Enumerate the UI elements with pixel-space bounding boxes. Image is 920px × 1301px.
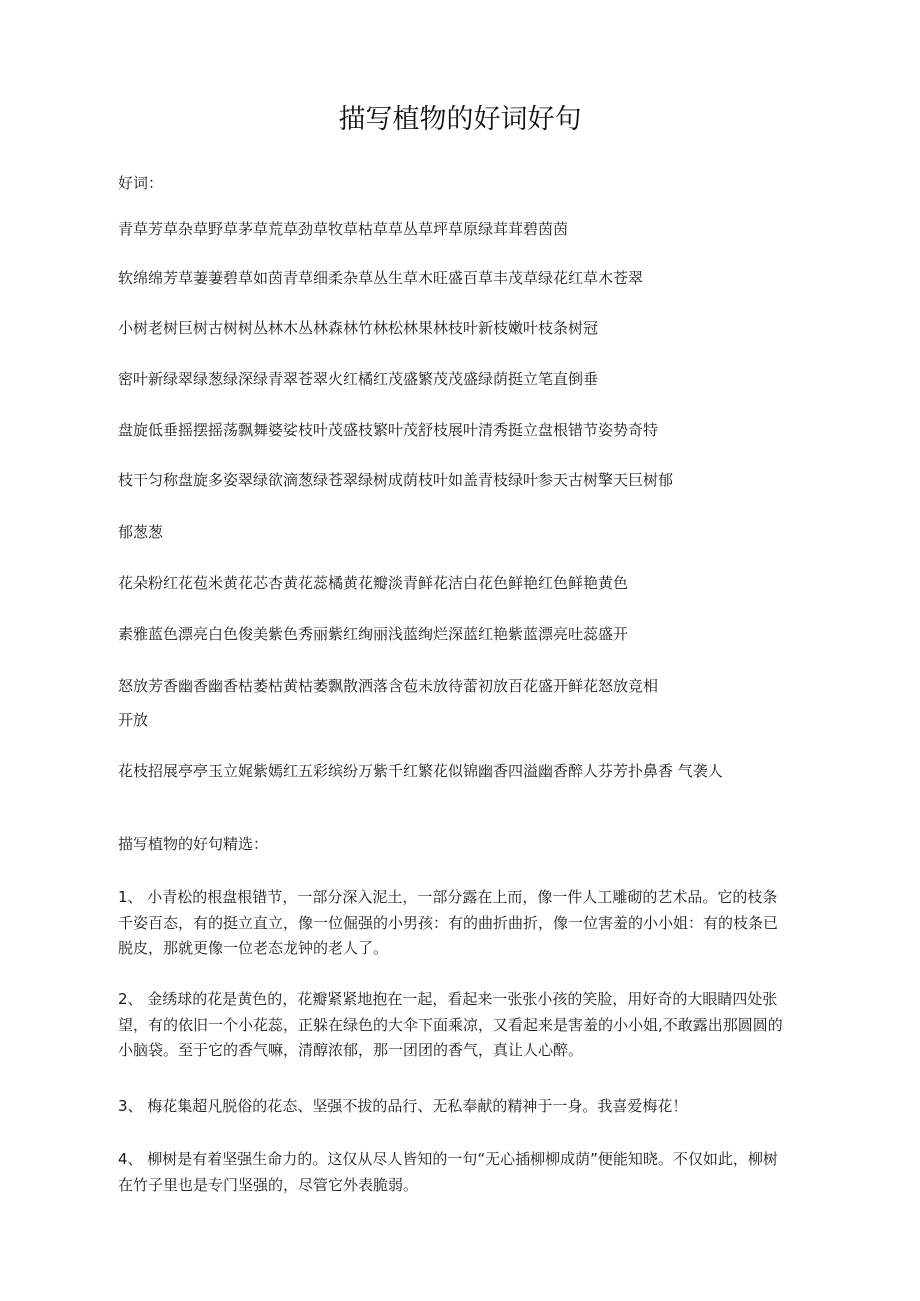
sentence-paragraph: 4、 柳树是有着坚强生命力的。这仅从尽人皆知的一句“无心插柳柳成荫”便能知晓。不仅如此，柳树在竹子里也是专门坚强的，尽管它外表脆弱。 — [118, 1150, 778, 1194]
word-line: 枝干匀称盘旋多姿翠绿欲滴葱绿苍翠绿树成荫枝叶如盖青枝绿叶参天古树擎天巨树郁 — [118, 471, 674, 489]
word-line: 密叶新绿翠绿葱绿深绿青翠苍翠火红橘红茂盛繁茂茂盛绿荫挺立笔直倒垂 — [118, 370, 599, 388]
word-line: 小树老树巨树古树树丛林木丛林森林竹林松林果林枝叶新枝嫩叶枝条树冠 — [118, 319, 599, 337]
word-line: 软绵绵芳草萋萋碧草如茵青草细柔杂草丛生草木旺盛百草丰茂草绿花红草木苍翠 — [118, 269, 644, 287]
word-line: 怒放芳香幽香幽香枯萎枯黄枯萎飘散洒落含苞未放待蕾初放百花盛开鲜花怒放竞相 — [118, 677, 659, 695]
sentences-heading: 描写植物的好句精选： — [118, 835, 269, 853]
sentence-paragraph: 1、 小青松的根盘根错节，一部分深入泥土，一部分露在上而，像一件人工雕砌的艺术品。它的枝条千姿百态，有的挺立直立，像一位倔强的小男孩：有的曲折曲折，像一位害羞的小小姐：有的枝条已脱皮，那就更像一位老态龙钟的老人了。 — [118, 888, 779, 957]
word-line: 花朵粉红花苞米黄花芯杏黄花蕊橘黄花瓣淡青鲜花洁白花色鲜艳红色鲜艳黄色 — [118, 574, 629, 592]
sentence-paragraph: 2、 金绣球的花是黄色的，花瓣紧紧地抱在一起，看起来一张张小孩的笑脸，用好奇的大眼睛四处张望，有的依旧一个小花蕊，正躲在绿色的大伞下面乘凉，又看起来是害羞的小小姐,不敢露出那圆圆的小脑袋。至于它的香气嘛，清醇浓郁，那一团团的香气，真让人心醉。 — [118, 990, 783, 1059]
word-line: 盘旋低垂摇摆摇荡飘舞婆娑枝叶茂盛枝繁叶茂舒枝展叶清秀挺立盘根错节姿势奇特 — [118, 421, 659, 439]
word-line: 青草芳草杂草野草茅草荒草劲草牧草枯草草丛草坪草原绿茸茸碧茵茵 — [118, 220, 569, 238]
word-line: 郁葱葱 — [118, 523, 164, 541]
word-line: 素雅蓝色漂亮白色俊美紫色秀丽紫红绚丽浅蓝绚烂深蓝红艳紫蓝漂亮吐蕊盛开 — [118, 625, 629, 643]
word-line: 花枝招展亭亭玉立娓紫嫣红五彩缤纷万紫千红繁花似锦幽香四溢幽香醉人芬芳扑鼻香 气袭人 — [118, 762, 723, 780]
word-line: 开放 — [118, 711, 149, 729]
page-title: 描写植物的好词好句 — [338, 104, 582, 135]
words-heading: 好词： — [118, 174, 164, 192]
sentence-paragraph: 3、 梅花集超凡脱俗的花态、坚强不拔的品行、无私奉献的精神于一身。我喜爱梅花！ — [118, 1097, 688, 1115]
